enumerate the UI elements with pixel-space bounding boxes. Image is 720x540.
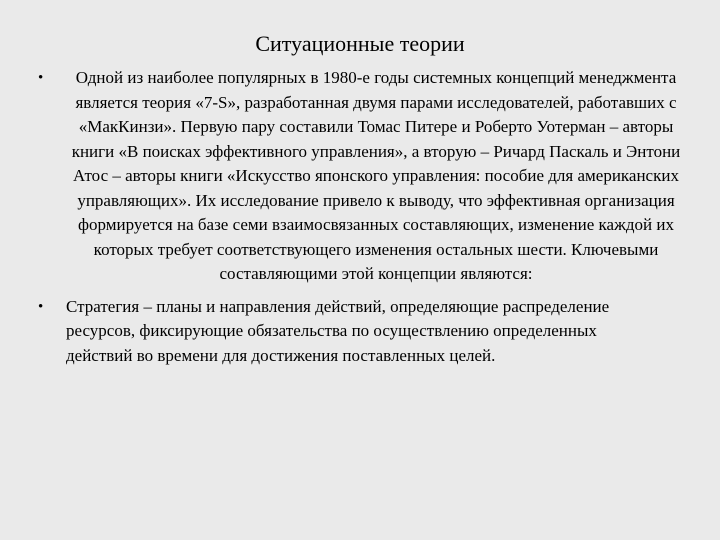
bullet-item: [36, 295, 686, 369]
bullet-text: Стратегия – планы и направления действий, определяющие распределение ресурсов, фиксирующие обязательства по осуществлению определенных действий во времени для достижения поставленных целей.: [66, 296, 610, 365]
bullet-marker: •: [38, 70, 44, 86]
bullet-item: [36, 66, 686, 287]
bullet-marker: •: [38, 298, 44, 315]
bullet-list: [36, 66, 686, 368]
bullet-text: Одной из наиболее популярных в 1980-е годы системных концепций менеджмента является теория «7-S», разработанная двумя парами исследователей, работавших с «МакКинзи». Первую пару составили Томас Питере и Роберто Уотерман – авторы книги «В поисках эффективного управления», а вторую – Ричард Паскаль и Энтони Атос – авторы книги «Искусство японского управления: пособие для американских управляющих». Их исследование привело к выводу, что эффективная организация формируется на базе семи взаимосвязанных составляющих, изменение каждой их которых требует соответствующего изменения остальных шести. Ключевыми составляющими этой концепции являются:: [71, 68, 681, 283]
slide-title: Ситуационные теории: [255, 31, 465, 56]
